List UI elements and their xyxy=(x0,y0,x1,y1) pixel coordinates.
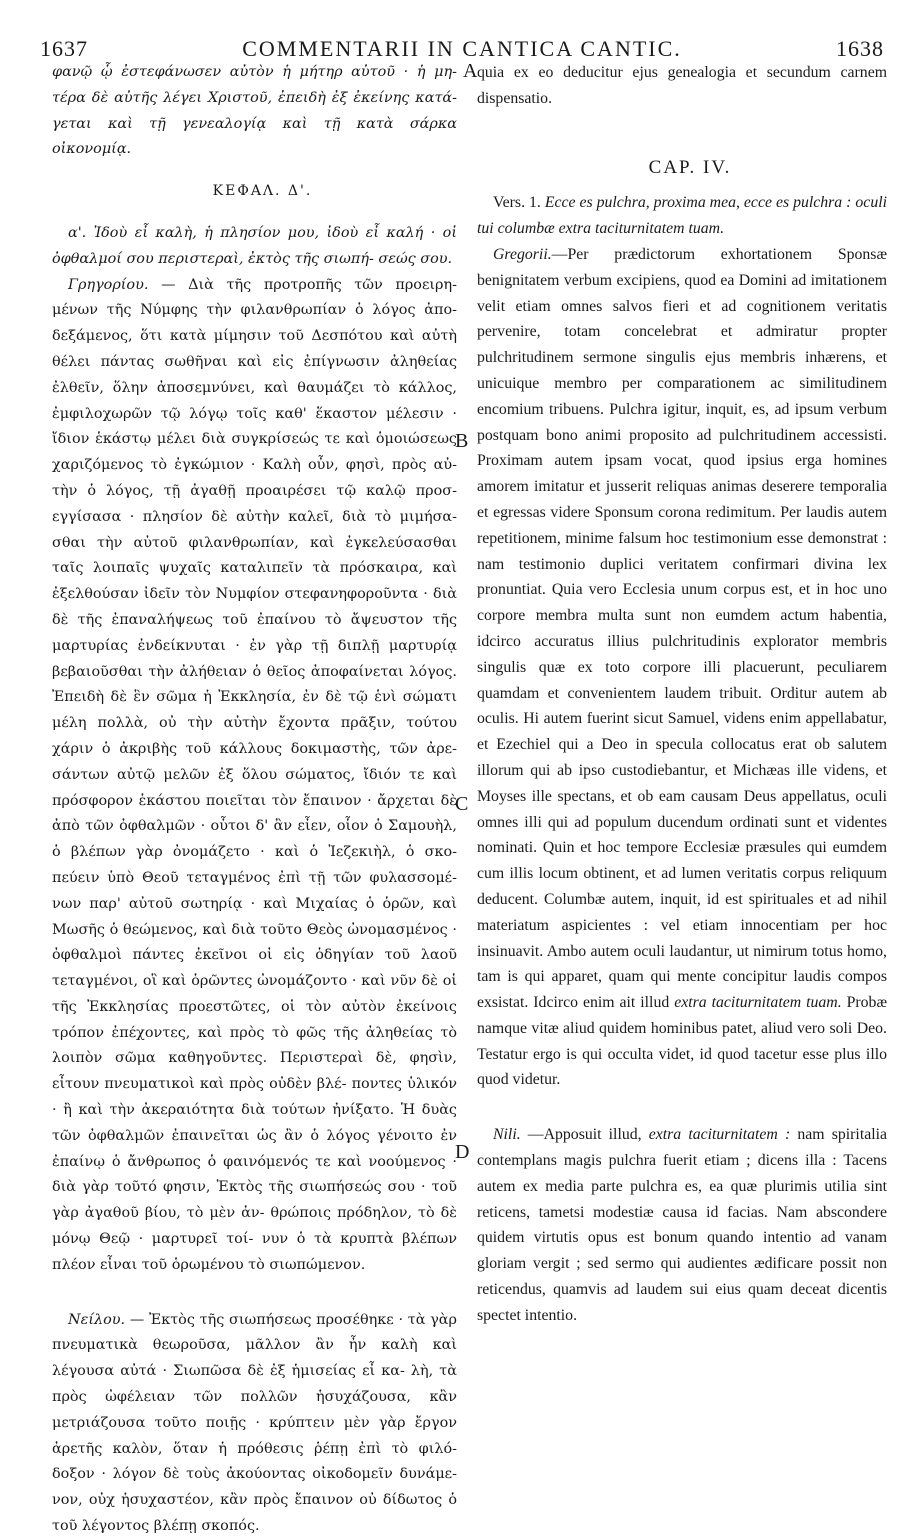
latin-gregory-label: Gregorii. xyxy=(493,245,552,263)
margin-letter-b: B xyxy=(455,430,469,452)
latin-nilus-italic: extra taciturnitatem : xyxy=(648,1126,791,1144)
latin-intro: quia ex eo deducitur ejus genealogia et secundum carnem dispensatio. xyxy=(477,64,887,107)
greek-gregory-paragraph xyxy=(52,273,457,1279)
margin-letter-a: A xyxy=(463,60,478,82)
greek-nilus-text: — Ἐκτὸς τῆς σιωπήσεως προσέθηκε · τὰ γὰρ πνευματικὰ θεωροῦσα, μᾶλλον ἂν ἦν καλὴ καὶ λέγουσα αὐτά · Σιωπῶσα δὲ ἐξ ἡμισείας εἶ κα- λὴ, τὰ πρὸς ὠφέλειαν τῶν πολλῶν ἡσυχάζουσα, κἂν μετριάζουσα τοῦτο ποιῇς · κρύπτειν μὲν γὰρ ἔργον ἀρετῆς καλὸν, ὅταν ἡ πρόθεσις ῥέπῃ ἐπὶ τὸ φιλό- δοξον · λόγον δὲ τοὺς ἀκούοντας οἰκοδομεῖν δυνάμε- νον, οὐχ ἡσυχαστέον, κἂν πρὸς ἔπαινον οὐ δίδωτος ὁ τοῦ λέγοντος βλέπῃ σκοπός. xyxy=(52,1311,457,1535)
latin-column xyxy=(477,60,887,1329)
latin-verse xyxy=(477,190,887,242)
latin-chapter-heading: CAP. IV. xyxy=(648,156,732,178)
latin-nilus-paragraph xyxy=(477,1122,887,1328)
greek-verse: α'. Ἰδοὺ εἶ καλὴ, ἡ πλησίον μου, ἰδοὺ εἶ καλή · οἱ ὀφθαλμοί σου περιστεραὶ, ἐκτὸς τῆς σιωπή- σεώς σου. xyxy=(52,224,457,267)
latin-gregory-text-end: Probæ namque vitæ aliud quidem hominibus patet, aliud vero soli Deo. Testatur ergo is qui occulta videt, id quod tacetur esse plus illo quod videtur. xyxy=(477,994,887,1089)
page-number-right: 1638 xyxy=(836,36,884,61)
latin-nilus-label: Nili. xyxy=(493,1126,521,1144)
page-number-left: 1637 xyxy=(40,36,88,61)
greek-gregory-label: Γρηγορίου. xyxy=(68,276,149,293)
section-gap xyxy=(52,1279,457,1308)
greek-chapter-heading: ΚΕΦΑΛ. Δ'. xyxy=(212,183,313,200)
latin-verse-label: Vers. 1. xyxy=(493,194,541,212)
running-title: COMMENTARII IN CANTICA CANTIC. xyxy=(242,36,682,61)
latin-gregory-paragraph xyxy=(477,242,887,1093)
latin-verse-text: Ecce es pulchra, proxima mea, ecce es pulchra : oculi tui columbæ extra taciturnitatem tuam. xyxy=(477,194,887,238)
section-gap xyxy=(477,1093,887,1122)
latin-nilus-text-end: nam spiritalia contemplans magis pulchra fuerit etiam ; dicens illa : Tacens autem ex media parte pulchra es, ea quæ plurimis utilia sint reticens, tametsi modestiæ causa id facias. Nam abscondere quidem virtutis opus est bonum quando intentio ad vanam gloriam vergit ; sed sermo qui audientes ædificare possit non reticendus, quamvis ad laudem sui eius quam deceat dicentis spectet intentio. xyxy=(477,1126,888,1324)
greek-gregory-text: — Διὰ τῆς προτροπῆς τῶν προειρη- μένων τῆς Νύμφης τὴν φιλανθρωπίαν ὁ λόγος ἀπο- δεξάμενος, ὅτι κατὰ μίμησιν τοῦ Δεσπότου καὶ αὐτὴ θέλει πάντας σωθῆναι καὶ εἰς ἐπίγνωσιν ἀληθείας ἐλθεῖν, ὅλην ἀποσεμνύνει, καὶ θαυμάζει τὸ κάλλος, ἐμφιλοχωρῶν τῷ λόγῳ τοῖς καθ' ἕκαστον μέλεσιν · ἴδιον ἑκάστῳ μέλει διὰ συγκρίσεώς τε καὶ ὁμοιώσεως χαριζόμενος τὸ ἐγκώμιον · Καλὴ οὖν, φησὶ, πρὸς αὐ- τὴν ὁ λόγος, τῇ ἀγαθῇ προαιρέσει τῷ καλῷ προσ- εγγίσασα · πλησίον δὲ αὐτὴν καλεῖ, διὰ τὸ μιμήσα- σθαι τὴν αὐτοῦ φιλανθρωπίαν, καὶ ἐγκελεύσασθαι ταῖς λοιπαῖς ψυχαῖς καταλιπεῖν τὰ πρόσκαιρα, καὶ ἐξελθούσαν ἰδεῖν τὸν Νυμφίον στεφανηφοροῦντα · διὰ δὲ τῆς ἐπαναλήψεως τοῦ ἐπαίνου τὸ ἄψευστον τῆς μαρτυρίας ἐνδείκνυται · ἐν γὰρ τῇ διπλῇ μαρτυρίᾳ βεβαιοῦσθαι τὴν ἀλήθειαν ὁ θεῖος ἀποφαίνεται λόγος. Ἐπειδὴ δὲ ἓν σῶμα ἡ Ἐκκλησία, ἐν δὲ τῷ ἑνὶ σώματι μέλη πολλὰ, οὐ τὴν αὐτὴν ἔχοντα πρᾶξιν, τούτου χάριν ὁ ἀκριβὴς τοῦ κάλλους δοκιμαστὴς, τῶν ἀρε- σάντων αὐτῷ μελῶν ἐξ ὅλου σώματος, ἴδιόν τε καὶ πρόσφορον ἑκάστου ποιεῖται τὸν ἔπαινον · ἄρχεται δὲ ἀπὸ τῶν ὀφθαλμῶν · οὗτοι δ' ἂν εἶεν, οἷον ὁ Σαμουὴλ, ὁ βλέπων γὰρ ὀνομάζετο · καὶ ὁ Ἰεζεκιὴλ, ὁ σκο- πεύειν ὑπὸ Θεοῦ τεταγμένος ἐπὶ τῇ τῶν φυλασσομέ- νων παρ' αὐτοῦ σωτηρίᾳ · καὶ Μιχαίας ὁ ὁρῶν, καὶ Μωσῆς ὁ θεώμενος, καὶ διὰ τοῦτο Θεὸς ὠνομασμένος · ὀφθαλμοὶ πάντες ἐκεῖνοι οἱ εἰς ὁδηγίαν τοῦ λαοῦ τεταγμένοι, οἳ καὶ ὁρῶντες ὠνομάζοντο · καὶ νῦν δὲ οἱ τῆς Ἐκκλησίας προεστῶτες, οἱ τὸν αὐτὸν ἐκείνοις τρόπον ἐπέχοντες, καὶ πρὸς τὸ φῶς τῆς ἀληθείας τὸ λοιπὸν σῶμα καθηγοῦντες. Περιστεραὶ δὲ, φησὶν, εἶτουν πνευματικοὶ καὶ πρὸς οὐδὲν βλέ- ποντες ὑλικόν · ἢ καὶ τὴν ἀκεραιότητα διὰ τούτων ἠνίξατο. Ἡ δυὰς τῶν ὀφθαλμῶν ἐπαινεῖται ὡς ἂν ὁ λόγος γένοιτο ἐν ἐπαίνῳ ὁ ἄνθρωπος ὁ φαινόμενός τε καὶ νοούμενος · διὰ γὰρ τοῦτό φησιν, Ἐκτὸς τῆς σιωπήσεώς σου · τοῦ γὰρ ἀγαθοῦ βίου, τὸ μὲν ἀν- θρώποις πρόδηλον, τὸ δὲ μόνῳ Θεῷ · μαρτυρεῖ τοί- νυν ὁ τὰ κρυπτὰ βλέπων πλέον εἶναι τοῦ ὁρωμένου τὸ σιωπώμενον. xyxy=(52,276,457,1273)
latin-nilus-text: —Apposuit illud, xyxy=(520,1126,649,1144)
latin-gregory-text: —Per prædictorum exhortationem Sponsæ benignitatem verbum excipiens, quod ea Domini ad imitationem velit etiam omnes salvos fieri et ad cognitionem veritatis pervenire, totam concelebrat et admiratur propter pulchritudinem sermone singulis ejus membris inhærens, et unicuique membro per comparationem ac similitudinem encomium tribuens. Pulchra igitur, inquit, es, ad ipsum verbum postquam bono animi proposito ad pulchritudinem accessisti. Proximam autem ipsam vocat, quod ipsius erga homines amorem imitatur et jusserit reliquas animas deserere temporalia et egressas videre Sponsum corona redimitum. Per laudis autem repetitionem, minime falsum hoc testimonium esse demonstrat : nam testimonio duplici veritatem confirmari divina lex pronuntiat. Quia vero Ecclesia unum corpus est, et in hoc uno corpore membra multa sunt non eumdem actum habentia, idcirco accuratus illius pulchritudinis explorator membris singulis quæ ex toto corpore illi placuerunt, peculiarem quamdam et convenientem laudem tribuit. Orditur autem ab oculis. Hi autem fuerint sicut Samuel, videns enim appellabatur, et Ezechiel qui a Deo in specula collocatus erat ob salutem illorum qui ab ipso custodiebantur, et Michæas ille videns, et Moyses ille spectans, et ob eam causam Deus appellatus, oculi omnes illi qui ad populum ducendum ordinati sunt et videntes nominati. Quin et hoc tempore Ecclesiæ præsules qui eumdem cum illis locum obtinent, et ad lumen veritatis corpus reliquum deducent. Columbæ autem, inquit, id est spirituales et ad nihil materiatum aspicientes : vel etiam innocentiam per hoc insinuavit. Ambo autem oculi laudantur, ut nimirum totus homo, tam is qui apparet, quam qui mente concipitur laudis compos exsistat. Idcirco enim ait illud xyxy=(477,245,887,1012)
greek-intro: φανῷ ᾧ ἐστεφάνωσεν αὐτὸν ἡ μήτηρ αὐτοῦ · ἡ μη- τέρα δὲ αὐτῆς λέγει Χριστοῦ, ἐπειδὴ ἐξ ἐκείνης κατά- γεται καὶ τῇ γενεαλογίᾳ καὶ τῇ κατὰ σάρκα οἰκονομίᾳ. xyxy=(52,64,457,158)
greek-nilus-paragraph xyxy=(52,1308,457,1540)
margin-letter-c: C xyxy=(455,793,469,815)
greek-nilus-label: Νείλου. xyxy=(68,1311,126,1328)
margin-letter-d: D xyxy=(455,1141,470,1163)
greek-column xyxy=(52,60,457,1540)
latin-gregory-italic: extra taciturnitatem tuam. xyxy=(674,994,842,1012)
